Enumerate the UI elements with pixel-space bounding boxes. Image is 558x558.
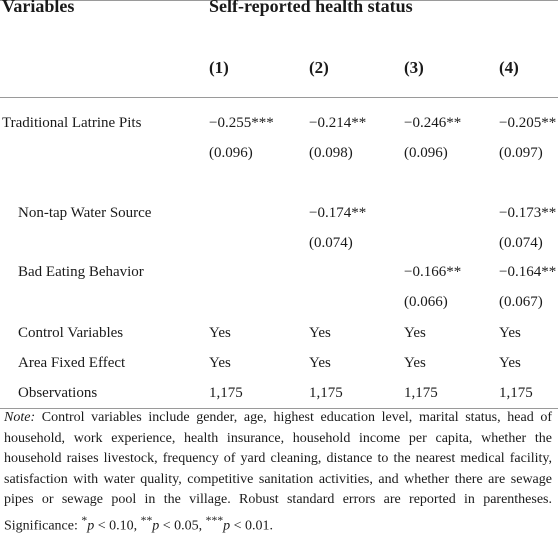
coef-cell: −0.173** xyxy=(499,205,557,221)
sig-p-3: p xyxy=(223,518,231,534)
coef-cell: −0.255*** xyxy=(209,115,274,131)
value-cell: 1,175 xyxy=(309,385,343,401)
value-cell: Yes xyxy=(309,355,331,371)
coef-cell: −0.166** xyxy=(404,264,462,280)
column-header-1: (1) xyxy=(209,58,229,77)
row-label: Observations xyxy=(18,385,98,401)
se-cell: (0.097) xyxy=(499,145,543,161)
value-cell: Yes xyxy=(209,325,231,341)
value-cell: 1,175 xyxy=(209,385,243,401)
sig-threshold-2: < 0.05, xyxy=(159,518,206,534)
sig-p-2: p xyxy=(152,518,160,534)
header-bottom-rule xyxy=(0,97,558,98)
value-cell: 1,175 xyxy=(404,385,438,401)
value-cell: 1,175 xyxy=(499,385,533,401)
sig-threshold-3: < 0.01. xyxy=(230,518,274,534)
variables-header: Variables xyxy=(2,0,75,16)
se-cell: (0.074) xyxy=(499,235,543,251)
value-cell: Yes xyxy=(499,325,521,341)
coef-cell: −0.205** xyxy=(499,115,557,131)
value-cell: Yes xyxy=(404,325,426,341)
row-label: Non-tap Water Source xyxy=(18,205,152,221)
row-label: Bad Eating Behavior xyxy=(18,264,144,280)
column-header-4: (4) xyxy=(499,58,519,77)
value-cell: Yes xyxy=(404,355,426,371)
column-header-2: (2) xyxy=(309,58,329,77)
note-prefix: Note: xyxy=(4,410,36,425)
note-body: Control variables include gender, age, highest education level, marital status, head of household, work experience, health insurance, household income per capita, whether the household raises livestock, frequency of yard cleaning, distance to the nearest medical facility, satisfaction with water quality, competitive sanitation activities, and whether there are sewage pipes or sewage pool in the village. Robust standard errors are reported in parentheses. Significance: xyxy=(4,410,552,534)
table-note xyxy=(4,408,552,537)
se-cell: (0.096) xyxy=(404,145,448,161)
row-label: Area Fixed Effect xyxy=(18,355,126,371)
coef-cell: −0.164** xyxy=(499,264,557,280)
se-cell: (0.098) xyxy=(309,145,353,161)
coef-cell: −0.246** xyxy=(404,115,462,131)
value-cell: Yes xyxy=(309,325,331,341)
se-cell: (0.096) xyxy=(209,145,253,161)
se-cell: (0.066) xyxy=(404,294,448,310)
value-cell: Yes xyxy=(209,355,231,371)
se-cell: (0.074) xyxy=(309,235,353,251)
value-cell: Yes xyxy=(499,355,521,371)
sig-threshold-1: < 0.10, xyxy=(94,518,141,534)
sig-stars-1: * xyxy=(81,513,88,527)
se-cell: (0.067) xyxy=(499,294,543,310)
sig-stars-2: ** xyxy=(140,513,153,527)
sig-stars-3: *** xyxy=(205,513,224,527)
coef-cell: −0.214** xyxy=(309,115,367,131)
coef-cell: −0.174** xyxy=(309,205,367,221)
group-header: Self-reported health status xyxy=(209,0,413,16)
row-label: Control Variables xyxy=(18,325,124,341)
column-header-3: (3) xyxy=(404,58,424,77)
row-label: Traditional Latrine Pits xyxy=(2,115,142,131)
sig-p-1: p xyxy=(87,518,95,534)
